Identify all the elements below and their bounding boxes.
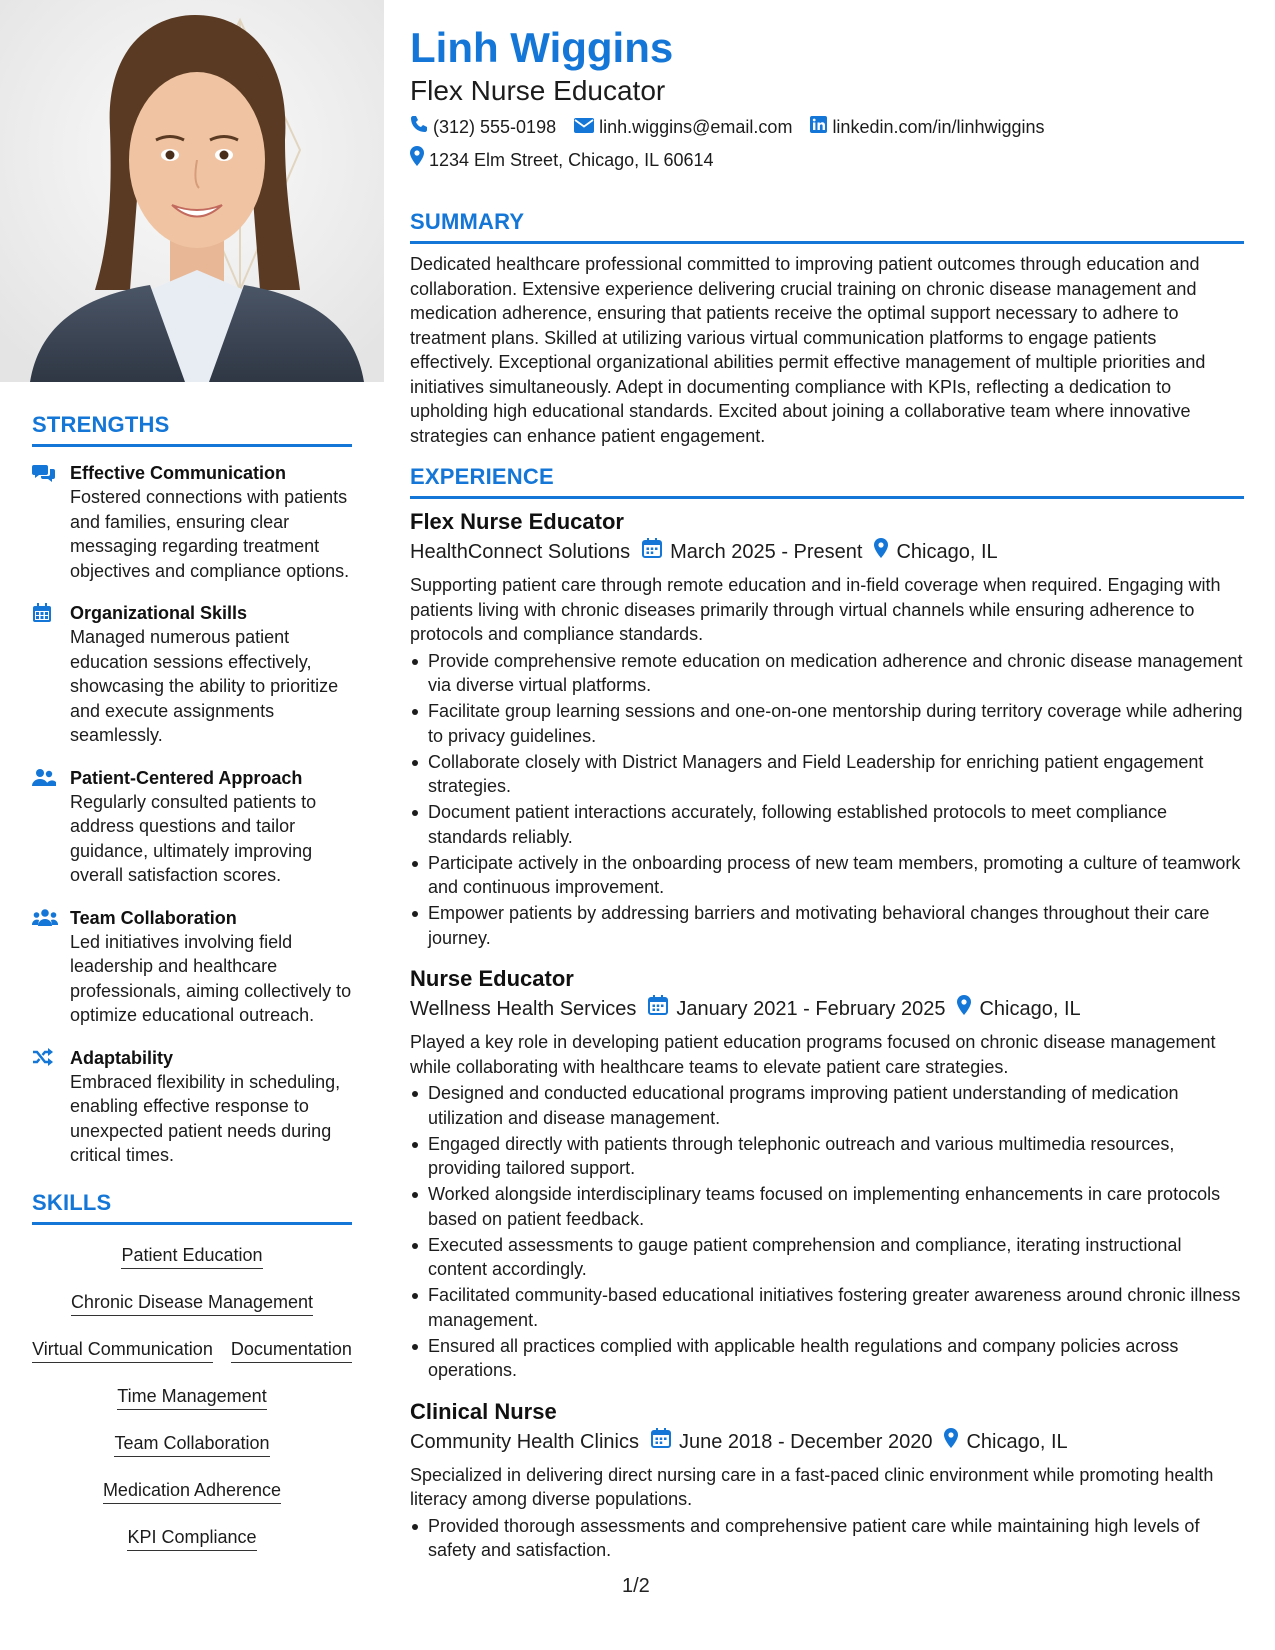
company-name: HealthConnect Solutions xyxy=(410,541,631,563)
skill-tag: Team Collaboration xyxy=(114,1431,269,1457)
bullet-item: Document patient interactions accurately, following established protocols to meet compliance standards reliably. xyxy=(410,800,1244,849)
strength-desc: Led initiatives involving field leadership and healthcare professionals, aiming collectively to optimize educational outreach. xyxy=(70,931,352,1025)
bullet-item: Engaged directly with patients through telephonic outreach and various multimedia resources, providing tailored support. xyxy=(410,1132,1244,1181)
bullet-item: Facilitated community-based educational initiatives fostering greater awareness around chronic illness management. xyxy=(410,1283,1244,1332)
job-entry xyxy=(410,1397,1244,1563)
job-summary: Supporting patient care through remote education and in-field coverage when required. Engaging with patients living with chronic diseases primarily through virtual channels while ensuring adherence to protocols and compliance standards. xyxy=(410,575,1221,644)
skill-tag: Virtual Communication xyxy=(32,1337,213,1363)
strength-name: Effective Communication xyxy=(70,463,287,483)
bullet-item: Provide comprehensive remote education on medication adherence and chronic disease management via diverse virtual platforms. xyxy=(410,649,1244,698)
bullet-item: Participate actively in the onboarding process of new team members, promoting a culture of teamwork and continuous improvement. xyxy=(410,851,1244,900)
job-entry xyxy=(410,507,1244,950)
experience-section xyxy=(410,464,1244,1563)
strength-desc: Fostered connections with patients and families, ensuring clear messaging regarding treatment objectives and compliance options. xyxy=(70,487,350,581)
candidate-name: Linh Wiggins xyxy=(410,24,674,71)
job-meta xyxy=(410,994,1244,1024)
skill-tag: Medication Adherence xyxy=(103,1478,281,1504)
calendar-icon xyxy=(32,601,70,748)
linkedin-icon xyxy=(810,114,832,140)
experience-title: EXPERIENCE xyxy=(410,464,1244,499)
contact-info xyxy=(410,114,1244,179)
map-pin-icon xyxy=(410,146,429,173)
summary-text: Dedicated healthcare professional committed to improving patient outcomes through education and collaboration. Extensive experience delivering crucial training on chronic disease management and medication adherence, ensuring that patients receive the optimal support necessary to adhere to treatment plans. Skilled at utilizing various virtual communication platforms to engage patients effectively. Exceptional organizational abilities permit effective management of multiple priorities and initiatives simultaneously. Adept in documenting compliance with KPIs, reflecting a dedication to upholding high educational standards. Excited about joining a collaborative team where innovative strategies can enhance patient engagement. xyxy=(410,254,1206,446)
company-name: Wellness Health Services xyxy=(410,998,637,1020)
phone-text[interactable]: (312) 555-0198 xyxy=(433,117,557,137)
users-icon xyxy=(32,766,70,888)
contact-linkedin xyxy=(810,114,1044,140)
job-title: Flex Nurse Educator xyxy=(410,509,624,534)
skills-list xyxy=(32,1239,352,1551)
job-dates: June 2018 - December 2020 xyxy=(678,1430,933,1453)
skill-tag: Chronic Disease Management xyxy=(71,1290,313,1316)
group-icon xyxy=(32,906,70,1028)
job-location: Chicago, IL xyxy=(966,1430,1068,1453)
job-title: Nurse Educator xyxy=(410,966,574,991)
map-pin-icon xyxy=(932,1427,966,1457)
map-pin-icon xyxy=(945,994,979,1024)
bullet-item: Provided thorough assessments and comprehensive patient care while maintaining high levels of safety and satisfaction. xyxy=(410,1514,1244,1563)
address-text: 1234 Elm Street, Chicago, IL 60614 xyxy=(429,149,714,170)
strength-item xyxy=(32,1046,352,1168)
page-number: 1/2 xyxy=(622,1575,650,1597)
contact-email xyxy=(574,114,792,140)
sidebar xyxy=(0,0,384,1650)
shuffle-icon xyxy=(32,1046,70,1168)
bullet-item: Worked alongside interdisciplinary teams focused on implementing enhancements in care protocols based on patient feedback. xyxy=(410,1182,1244,1231)
comments-icon xyxy=(32,461,70,583)
job-dates: March 2025 - Present xyxy=(670,541,863,563)
job-entry xyxy=(410,964,1244,1383)
bullet-item: Facilitate group learning sessions and one-on-one mentorship during territory coverage while adhering to privacy guidelines. xyxy=(410,699,1244,748)
calendar-icon xyxy=(636,994,676,1024)
strength-item xyxy=(32,461,352,583)
strength-desc: Managed numerous patient education sessions effectively, showcasing the ability to prioritize and execute assignments seamlessly. xyxy=(70,627,339,745)
bullet-item: Ensured all practices complied with applicable health regulations and company policies across operations. xyxy=(410,1334,1244,1383)
skill-tag: Documentation xyxy=(231,1337,352,1363)
job-summary: Specialized in delivering direct nursing care in a fast-paced clinic environment while promoting health literacy among diverse populations. xyxy=(410,1464,1214,1509)
strength-name: Team Collaboration xyxy=(70,907,237,928)
calendar-icon xyxy=(639,1427,679,1457)
skill-tag: Time Management xyxy=(117,1384,266,1410)
bullet-item: Empower patients by addressing barriers and motivating behavioral changes throughout their care journey. xyxy=(410,901,1244,950)
bullet-item: Collaborate closely with District Managers and Field Leadership for enriching patient engagement strategies. xyxy=(410,750,1244,799)
strength-item xyxy=(32,766,352,888)
summary-section xyxy=(410,209,1244,448)
strength-name: Patient-Centered Approach xyxy=(70,767,303,788)
main-content xyxy=(410,22,1244,1564)
company-name: Community Health Clinics xyxy=(410,1430,639,1453)
job-summary: Played a key role in developing patient education programs focused on chronic disease management while collaborating with healthcare teams to elevate patient care strategies. xyxy=(410,1032,1216,1077)
job-dates: January 2021 - February 2025 xyxy=(676,998,946,1020)
strength-item xyxy=(32,906,352,1028)
job-location: Chicago, IL xyxy=(979,998,1081,1020)
strength-desc: Regularly consulted patients to address questions and tailor guidance, ultimately improving overall satisfaction scores. xyxy=(70,791,317,885)
map-pin-icon xyxy=(862,537,896,567)
linkedin-link[interactable]: linkedin.com/in/linhwiggins xyxy=(832,117,1045,137)
job-title: Clinical Nurse xyxy=(410,1398,557,1424)
profile-photo xyxy=(0,0,384,382)
calendar-icon xyxy=(630,537,670,567)
envelope-icon xyxy=(574,114,599,140)
strength-name: Organizational Skills xyxy=(70,603,248,623)
contact-phone xyxy=(410,114,556,140)
contact-address xyxy=(410,146,714,173)
job-location: Chicago, IL xyxy=(896,541,998,563)
candidate-role: Flex Nurse Educator xyxy=(410,75,666,106)
strengths-title: STRENGTHS xyxy=(32,412,352,447)
bullet-item: Designed and conducted educational programs improving patient understanding of medication utilization and disease management. xyxy=(410,1081,1244,1130)
job-bullets xyxy=(410,1081,1244,1383)
skill-tag: Patient Education xyxy=(121,1243,262,1269)
strength-name: Adaptability xyxy=(70,1047,174,1068)
strength-desc: Embraced flexibility in scheduling, enabling effective response to unexpected patient needs during critical times. xyxy=(70,1071,341,1165)
summary-title: SUMMARY xyxy=(410,209,1244,244)
job-meta xyxy=(410,537,1244,567)
job-bullets xyxy=(410,1514,1244,1563)
job-meta xyxy=(410,1427,1244,1457)
skill-tag: KPI Compliance xyxy=(127,1525,256,1551)
skills-title: SKILLS xyxy=(32,1190,352,1225)
email-link[interactable]: linh.wiggins@email.com xyxy=(599,117,793,137)
phone-icon xyxy=(410,114,433,140)
strength-item xyxy=(32,601,352,748)
job-bullets xyxy=(410,649,1244,951)
bullet-item: Executed assessments to gauge patient comprehension and compliance, iterating instructional content accordingly. xyxy=(410,1233,1244,1282)
